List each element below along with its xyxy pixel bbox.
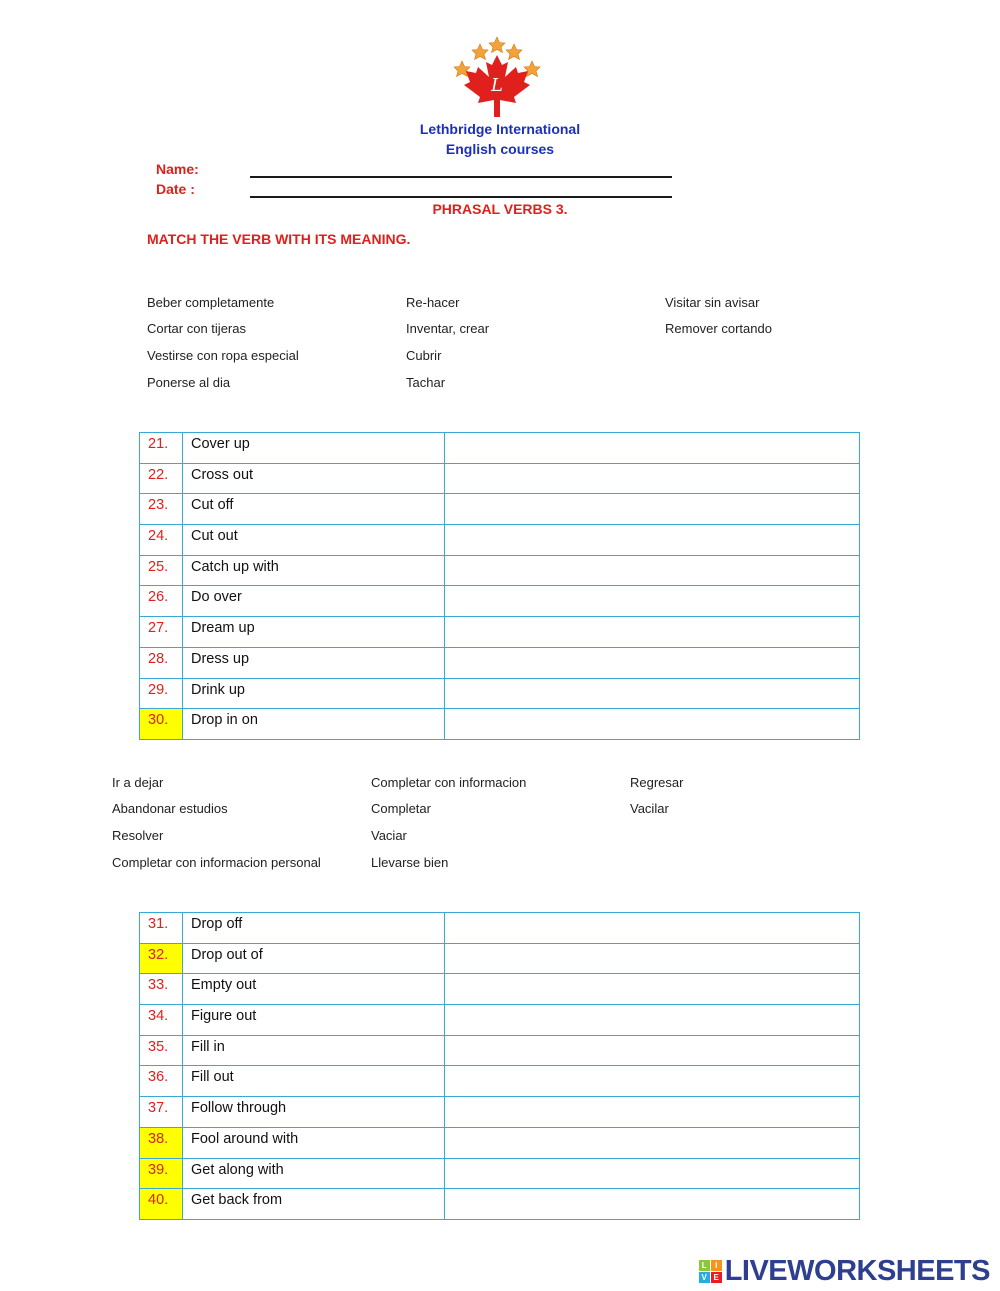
word-bank-item: Vacilar	[630, 801, 669, 816]
phrasal-verb: Cover up	[183, 433, 445, 464]
answer-cell[interactable]	[445, 974, 860, 1005]
word-bank-item: Visitar sin avisar	[665, 295, 760, 310]
answer-cell[interactable]	[445, 433, 860, 464]
item-number: 25.	[140, 555, 183, 586]
phrasal-verb: Drink up	[183, 678, 445, 709]
table-row	[140, 586, 860, 617]
word-bank-item: Vestirse con ropa especial	[147, 348, 299, 363]
word-bank-item: Cubrir	[406, 348, 442, 363]
phrasal-verb: Do over	[183, 586, 445, 617]
word-bank-item: Regresar	[630, 775, 684, 790]
answer-cell[interactable]	[445, 1097, 860, 1128]
word-bank-item: Vaciar	[371, 828, 407, 843]
table-row	[140, 1189, 860, 1220]
table-row	[140, 974, 860, 1005]
answer-cell[interactable]	[445, 525, 860, 556]
word-bank-item: Completar con informacion personal	[112, 855, 321, 870]
item-number: 40.	[140, 1189, 183, 1220]
item-number: 39.	[140, 1158, 183, 1189]
table-row	[140, 1097, 860, 1128]
phrasal-verb: Fill in	[183, 1035, 445, 1066]
answer-cell[interactable]	[445, 617, 860, 648]
table-row	[140, 1127, 860, 1158]
word-bank-item: Completar con informacion	[371, 775, 527, 790]
item-number: 22.	[140, 463, 183, 494]
organization-name: Lethbridge International	[419, 121, 581, 137]
answer-cell[interactable]	[445, 647, 860, 678]
answer-cell[interactable]	[445, 555, 860, 586]
organization-subtitle: English courses	[445, 141, 555, 157]
item-number: 24.	[140, 525, 183, 556]
word-bank-item: Re-hacer	[406, 295, 460, 310]
item-number: 37.	[140, 1097, 183, 1128]
liveworksheets-brand[interactable]	[699, 1254, 990, 1288]
item-number: 28.	[140, 647, 183, 678]
table-row	[140, 1066, 860, 1097]
table-row	[140, 433, 860, 464]
phrasal-verb: Fill out	[183, 1066, 445, 1097]
answer-cell[interactable]	[445, 1066, 860, 1097]
word-bank-item: Tachar	[406, 375, 446, 390]
phrasal-verb: Cross out	[183, 463, 445, 494]
item-number: 26.	[140, 586, 183, 617]
answer-cell[interactable]	[445, 709, 860, 740]
brand-block: L	[699, 1260, 710, 1271]
phrasal-verb: Empty out	[183, 974, 445, 1005]
item-number: 29.	[140, 678, 183, 709]
table-row	[140, 943, 860, 974]
table-row	[140, 555, 860, 586]
phrasal-verb: Figure out	[183, 1005, 445, 1036]
worksheet-title: PHRASAL VERBS 3.	[432, 201, 568, 217]
matching-table-1	[139, 432, 860, 740]
instruction-text: MATCH THE VERB WITH ITS MEANING.	[147, 231, 411, 247]
answer-cell[interactable]	[445, 494, 860, 525]
item-number: 30.	[140, 709, 183, 740]
item-number: 36.	[140, 1066, 183, 1097]
phrasal-verb: Catch up with	[183, 555, 445, 586]
item-number: 35.	[140, 1035, 183, 1066]
word-bank-item: Ponerse al dia	[147, 375, 231, 390]
liveworksheets-logo-icon	[699, 1260, 722, 1283]
brand-block: I	[711, 1260, 722, 1271]
answer-cell[interactable]	[445, 1158, 860, 1189]
table-row	[140, 647, 860, 678]
phrasal-verb: Get back from	[183, 1189, 445, 1220]
answer-cell[interactable]	[445, 678, 860, 709]
table-row	[140, 913, 860, 944]
item-number: 21.	[140, 433, 183, 464]
svg-text:L: L	[491, 75, 503, 96]
table-row	[140, 494, 860, 525]
matching-table-2	[139, 912, 860, 1220]
phrasal-verb: Cut out	[183, 525, 445, 556]
answer-cell[interactable]	[445, 943, 860, 974]
item-number: 23.	[140, 494, 183, 525]
phrasal-verb: Follow through	[183, 1097, 445, 1128]
answer-cell[interactable]	[445, 586, 860, 617]
phrasal-verb: Dream up	[183, 617, 445, 648]
phrasal-verb: Drop in on	[183, 709, 445, 740]
word-bank-item: Llevarse bien	[371, 855, 449, 870]
phrasal-verb: Dress up	[183, 647, 445, 678]
table-row	[140, 678, 860, 709]
word-bank-item: Remover cortando	[665, 321, 772, 336]
table-row	[140, 525, 860, 556]
table-row	[140, 617, 860, 648]
word-bank-item: Abandonar estudios	[112, 801, 228, 816]
answer-cell[interactable]	[445, 1189, 860, 1220]
answer-cell[interactable]	[445, 1127, 860, 1158]
name-field[interactable]	[250, 176, 672, 178]
word-bank-item: Completar	[371, 801, 431, 816]
item-number: 32.	[140, 943, 183, 974]
answer-cell[interactable]	[445, 463, 860, 494]
word-bank-item: Cortar con tijeras	[147, 321, 246, 336]
maple-leaf-logo-icon	[450, 35, 545, 123]
date-field[interactable]	[250, 196, 672, 198]
table-row	[140, 463, 860, 494]
word-bank-item: Beber completamente	[147, 295, 275, 310]
answer-cell[interactable]	[445, 913, 860, 944]
item-number: 33.	[140, 974, 183, 1005]
date-label: Date :	[156, 181, 195, 197]
table-row	[140, 1005, 860, 1036]
brand-block: V	[699, 1272, 710, 1283]
word-bank-item: Ir a dejar	[112, 775, 164, 790]
item-number: 27.	[140, 617, 183, 648]
item-number: 38.	[140, 1127, 183, 1158]
name-label: Name:	[156, 161, 199, 177]
brand-name: LIVEWORKSHEETS	[724, 1254, 990, 1287]
answer-cell[interactable]	[445, 1005, 860, 1036]
phrasal-verb: Cut off	[183, 494, 445, 525]
word-bank-item: Resolver	[112, 828, 164, 843]
item-number: 34.	[140, 1005, 183, 1036]
word-bank-item: Inventar, crear	[406, 321, 490, 336]
table-row	[140, 1035, 860, 1066]
phrasal-verb: Drop out of	[183, 943, 445, 974]
answer-cell[interactable]	[445, 1035, 860, 1066]
phrasal-verb: Fool around with	[183, 1127, 445, 1158]
phrasal-verb: Drop off	[183, 913, 445, 944]
table-row	[140, 709, 860, 740]
brand-block: E	[711, 1272, 722, 1283]
table-row	[140, 1158, 860, 1189]
item-number: 31.	[140, 913, 183, 944]
phrasal-verb: Get along with	[183, 1158, 445, 1189]
